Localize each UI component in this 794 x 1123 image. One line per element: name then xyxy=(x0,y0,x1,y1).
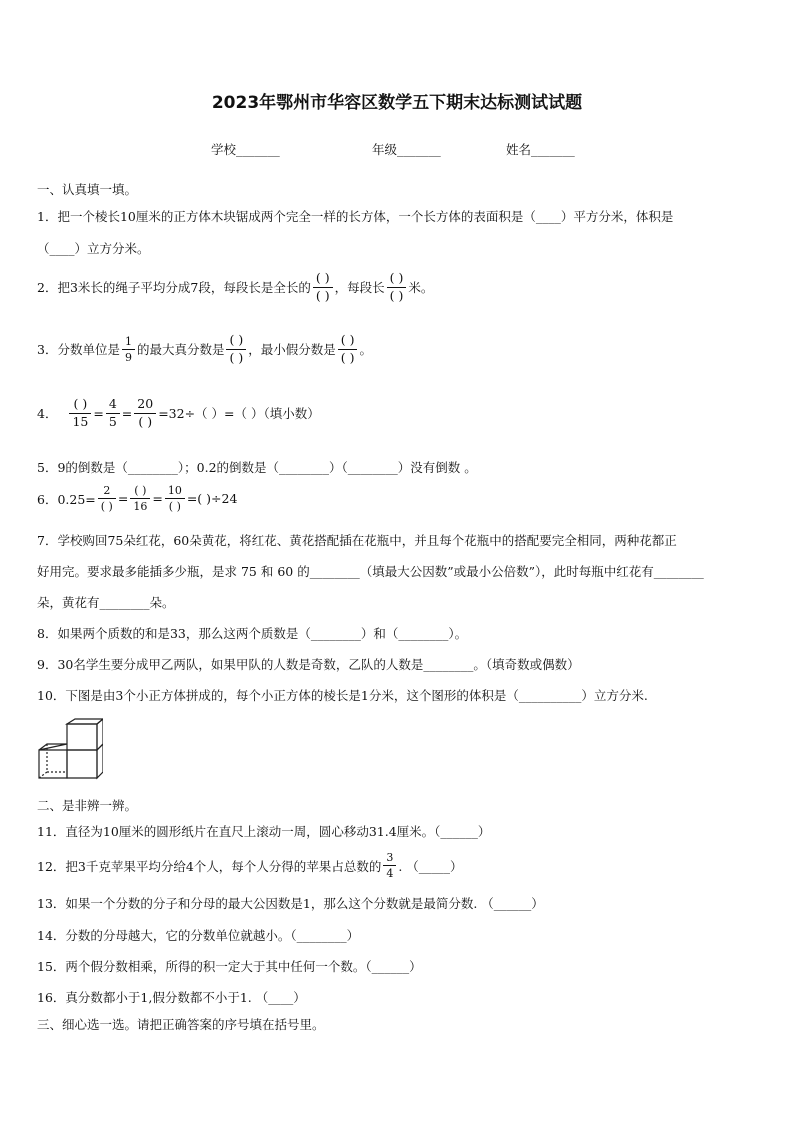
question-12 xyxy=(37,852,463,879)
question-2-text-b: ，每段长 xyxy=(334,280,385,295)
question-6-fraction-2 xyxy=(130,485,150,512)
cube-figure xyxy=(37,718,103,784)
question-7-line-3: 朵，黄花有________朵。 xyxy=(37,595,175,610)
fraction-denominator: ( ) xyxy=(229,349,244,365)
question-9: 9．30名学生要分成甲乙两队，如果甲队的人数是奇数，乙队的人数是________。（填奇数或偶数） xyxy=(37,657,580,672)
section-3-heading: 三、细心选一选。请把正确答案的序号填在括号里。 xyxy=(37,1017,325,1032)
fraction-denominator: ( ) xyxy=(389,287,404,303)
fraction-numerator: ( ) xyxy=(389,270,404,285)
question-16: 16．真分数都小于1,假分数都不小于1. （____） xyxy=(37,990,306,1005)
question-1-line-1: 1．把一个棱长10厘米的正方体木块锯成两个完全一样的长方体，一个长方体的表面积是（____）平方分米，体积是 xyxy=(37,209,674,224)
question-3-text-a: 3．分数单位是 xyxy=(37,342,120,357)
question-4-fraction-3 xyxy=(134,398,156,428)
school-field: 学校_______ xyxy=(211,142,280,157)
question-3-text-d: 。 xyxy=(359,342,372,357)
question-12-text-a: 12．把3千克苹果平均分给4个人，每个人分得的苹果占总数的 xyxy=(37,858,382,874)
question-12-text-b: . （_____） xyxy=(398,858,463,874)
question-2-text-a: 2．把3米长的绳子平均分成7段，每段长是全长的 xyxy=(37,280,311,295)
question-6-fraction-1 xyxy=(98,485,116,512)
equals-sign: = xyxy=(93,405,104,421)
question-4-tail: =32÷（ ）=（ ）（填小数） xyxy=(158,406,320,421)
question-6 xyxy=(37,485,237,512)
question-2-fraction-2 xyxy=(387,272,407,302)
fraction-denominator: 15 xyxy=(72,413,89,429)
fraction-denominator: ( ) xyxy=(340,349,355,365)
question-2-fraction-1 xyxy=(313,272,333,302)
top-cube-front xyxy=(67,724,97,750)
bottom-right-cube-front xyxy=(67,750,97,778)
question-6-text-a: 6．0.25= xyxy=(37,491,96,507)
equals-sign: = xyxy=(121,405,133,421)
question-4-fraction-2 xyxy=(106,398,120,428)
bottom-left-cube-front xyxy=(39,750,67,778)
fraction-numerator: ( ) xyxy=(73,396,88,411)
question-3-unit-fraction xyxy=(122,336,135,363)
question-2-text-c: 米。 xyxy=(408,280,434,295)
question-11: 11．直径为10厘米的圆形纸片在直尺上滚动一周，圆心移动31.4厘米。（______） xyxy=(37,824,491,839)
fraction-numerator: 4 xyxy=(108,396,117,411)
question-7-line-1: 7．学校购回75朵红花，60朵黄花，将红花、黄花搭配插在花瓶中，并且每个花瓶中的搭配要完全相同，两种花都正 xyxy=(37,533,677,548)
question-6-tail: =( )÷24 xyxy=(186,491,238,506)
question-3-fraction-2 xyxy=(226,334,246,364)
question-2 xyxy=(37,272,433,302)
fraction-numerator: 3 xyxy=(386,851,394,864)
fraction-numerator: 2 xyxy=(103,484,111,497)
fraction-denominator: 4 xyxy=(386,867,394,880)
fraction-numerator: 10 xyxy=(167,484,182,497)
fraction-denominator: ( ) xyxy=(138,413,153,429)
fraction-denominator: 9 xyxy=(124,350,132,364)
section-2-heading: 二、是非辨一辨。 xyxy=(37,798,138,813)
question-1-line-2: （____）立方分米。 xyxy=(37,241,150,256)
question-15: 15．两个假分数相乘，所得的积一定大于其中任何一个数。（______） xyxy=(37,959,422,974)
question-4 xyxy=(37,398,320,428)
question-13: 13．如果一个分数的分子和分母的最大公因数是1，那么这个分数就是最简分数. （______） xyxy=(37,896,544,911)
question-5: 5．9的倒数是（________）；0.2的倒数是（________）（________）没有倒数 。 xyxy=(37,460,477,475)
equals-sign: = xyxy=(117,491,129,506)
question-8: 8．如果两个质数的和是33，那么这两个质数是（________）和（________）。 xyxy=(37,626,468,641)
fraction-numerator: ( ) xyxy=(134,484,147,497)
question-12-fraction xyxy=(383,852,396,879)
section-1-heading: 一、认真填一填。 xyxy=(37,182,138,197)
equals-sign: = xyxy=(152,491,163,506)
fraction-numerator: ( ) xyxy=(315,270,330,285)
question-6-fraction-3 xyxy=(165,485,185,512)
fraction-denominator: ( ) xyxy=(100,500,113,513)
fraction-denominator: 5 xyxy=(108,413,117,429)
name-field: 姓名_______ xyxy=(506,142,575,157)
fraction-numerator: ( ) xyxy=(340,332,355,347)
fraction-numerator: 20 xyxy=(137,396,154,411)
question-14: 14．分数的分母越大，它的分数单位就越小。（________） xyxy=(37,928,360,943)
fraction-numerator: ( ) xyxy=(229,332,244,347)
question-3-text-c: ，最小假分数是 xyxy=(248,342,336,357)
fraction-denominator: ( ) xyxy=(168,500,181,513)
grade-field: 年级_______ xyxy=(372,142,441,157)
fraction-denominator: 16 xyxy=(133,500,148,513)
question-3 xyxy=(37,334,372,364)
question-3-fraction-3 xyxy=(338,334,358,364)
question-7-line-2: 好用完。要求最多能插多少瓶，是求 75 和 60 的________（填最大公因数”或最小公倍数”），此时每瓶中红花有________ xyxy=(37,564,704,579)
question-10: 10．下图是由3个小正方体拼成的，每个小正方体的棱长是1分米，这个图形的体积是（__________）立方分米. xyxy=(37,688,648,703)
question-4-fraction-1 xyxy=(69,398,91,428)
fraction-denominator: ( ) xyxy=(315,287,330,303)
page-title: 2023年鄂州市华容区数学五下期末达标测试试题 xyxy=(211,93,583,113)
question-3-text-b: 的最大真分数是 xyxy=(136,342,225,357)
question-4-label: 4． xyxy=(37,406,58,421)
fraction-numerator: 1 xyxy=(124,334,132,348)
